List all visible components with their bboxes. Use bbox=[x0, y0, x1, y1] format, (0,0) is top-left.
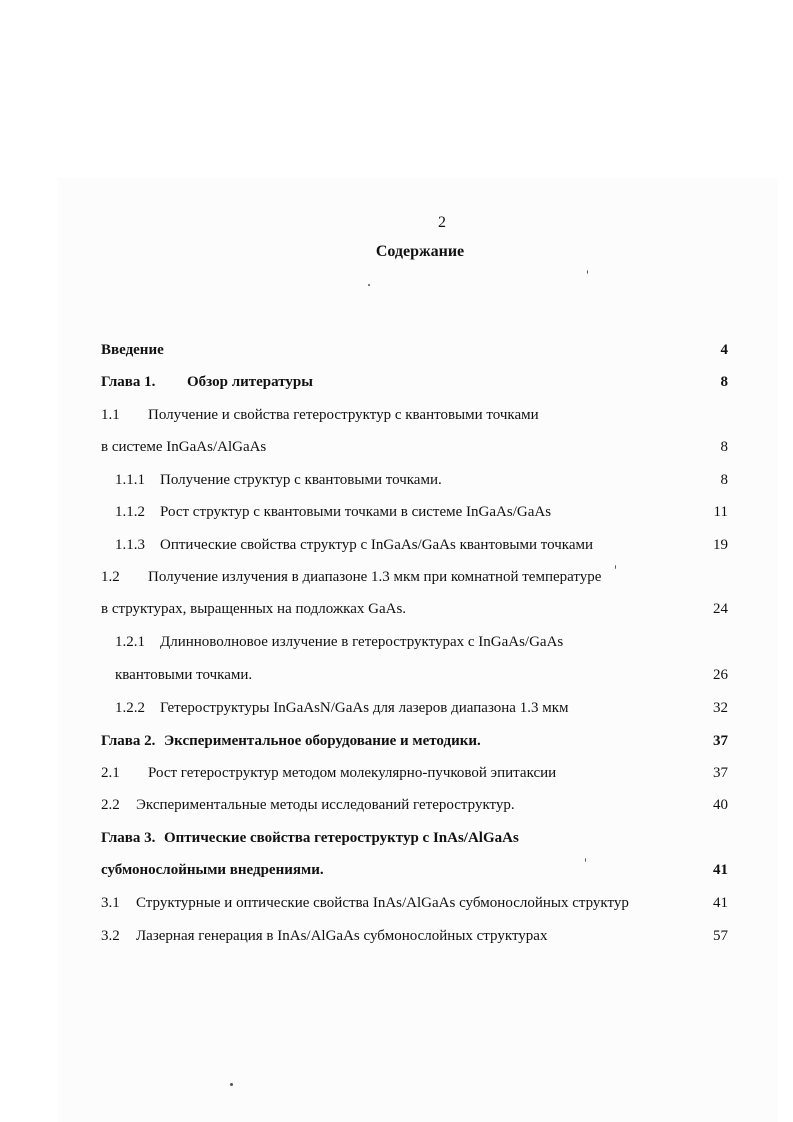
scan-speck bbox=[230, 1083, 233, 1086]
scan-speck bbox=[587, 270, 588, 274]
toc-entry-section-1-1-2 bbox=[115, 503, 551, 521]
toc-page-number: 32 bbox=[713, 700, 728, 716]
toc-entry-section-2-1 bbox=[101, 764, 556, 782]
page-title: Содержание bbox=[375, 243, 465, 260]
toc-page-number: 41 bbox=[713, 895, 728, 911]
toc-entry-number: 2.1 bbox=[101, 765, 120, 781]
toc-entry-text: Гетероструктуры InGaAsN/GaAs для лазеров диапазона 1.3 мкм bbox=[160, 700, 569, 716]
toc-entry-text: Получение и свойства гетероструктур с квантовыми точками bbox=[148, 407, 539, 423]
toc-entry-text: Оптические свойства структур с InGaAs/GaAs квантовыми точками bbox=[160, 537, 594, 553]
page-number: 2 bbox=[438, 214, 446, 231]
toc-entry-number: 3.2 bbox=[101, 928, 120, 944]
toc-entry-continuation bbox=[101, 438, 266, 456]
toc-entry-text: Обзор литературы bbox=[187, 374, 313, 390]
toc-entry-section-3-2 bbox=[101, 927, 547, 945]
toc-page-number: 37 bbox=[713, 765, 728, 781]
toc-entry-section-1-1-1 bbox=[115, 471, 442, 489]
toc-entry-number: 1.1.2 bbox=[115, 504, 145, 520]
toc-page-number: 8 bbox=[720, 374, 728, 390]
toc-entry-number: 1.2.1 bbox=[115, 634, 145, 650]
toc-entry-continuation bbox=[101, 861, 324, 879]
scan-speck bbox=[368, 284, 370, 286]
toc-page-number: 4 bbox=[720, 342, 728, 358]
toc-page-number: 11 bbox=[713, 504, 728, 520]
toc-page-number: 8 bbox=[720, 439, 728, 455]
toc-entry-section-3-1 bbox=[101, 894, 629, 912]
toc-entry-text: в системе InGaAs/AlGaAs bbox=[101, 439, 267, 455]
toc-entry-text: в структурах, выращенных на подложках GaAs. bbox=[101, 601, 407, 617]
toc-entry-text: квантовыми точками. bbox=[115, 667, 253, 683]
toc-entry-number: 1.1.1 bbox=[115, 472, 145, 488]
toc-entry-text: Экспериментальные методы исследований гетероструктур. bbox=[136, 797, 515, 813]
toc-entry-continuation bbox=[101, 600, 406, 618]
toc-entry-text: Введение bbox=[101, 342, 164, 358]
toc-page-number: 41 bbox=[713, 862, 728, 878]
toc-page-number: 19 bbox=[713, 537, 728, 553]
toc-entry-section-1-2-2 bbox=[115, 699, 569, 717]
toc-entry-section-1-1-3 bbox=[115, 536, 593, 554]
toc-entry-text: Оптические свойства гетероструктур с InAs/AlGaAs bbox=[164, 830, 519, 846]
toc-entry-introduction bbox=[101, 341, 164, 359]
toc-page-number: 26 bbox=[713, 667, 728, 683]
toc-entry-chapter-3 bbox=[101, 829, 519, 847]
toc-entry-number: 3.1 bbox=[101, 895, 120, 911]
toc-page-number: 40 bbox=[713, 797, 728, 813]
toc-page-number: 37 bbox=[713, 733, 728, 749]
toc-entry-section-2-2 bbox=[101, 796, 515, 814]
toc-entry-continuation bbox=[115, 666, 252, 684]
toc-entry-number: 1.2.2 bbox=[115, 700, 145, 716]
toc-entry-text: Экспериментальное оборудование и методики. bbox=[164, 733, 481, 749]
toc-entry-number: Глава 3. bbox=[101, 830, 156, 846]
scan-speck bbox=[585, 858, 586, 862]
toc-entry-section-1-2-1 bbox=[115, 633, 563, 651]
toc-entry-text: Рост структур с квантовыми точками в системе InGaAs/GaAs bbox=[160, 504, 552, 520]
toc-entry-text: субмонослойными внедрениями. bbox=[101, 862, 324, 878]
toc-entry-chapter-2 bbox=[101, 732, 481, 750]
toc-entry-number: 1.1.3 bbox=[115, 537, 145, 553]
toc-page-number: 57 bbox=[713, 928, 728, 944]
toc-page-number: 24 bbox=[713, 601, 728, 617]
toc-entry-number: 1.1 bbox=[101, 407, 120, 423]
scan-speck bbox=[615, 565, 616, 569]
toc-entry-number: Глава 1. bbox=[101, 374, 156, 390]
toc-entry-section-1-2 bbox=[101, 568, 601, 586]
toc-entry-chapter-1 bbox=[101, 373, 313, 391]
toc-entry-section-1-1 bbox=[101, 406, 539, 424]
toc-entry-number: Глава 2. bbox=[101, 733, 156, 749]
toc-entry-text: Получение излучения в диапазоне 1.3 мкм при комнатной температуре bbox=[148, 569, 602, 585]
toc-entry-number: 2.2 bbox=[101, 797, 120, 813]
toc-page-number: 8 bbox=[720, 472, 728, 488]
toc-entry-text: Структурные и оптические свойства InAs/AlGaAs субмонослойных структур bbox=[136, 895, 629, 911]
toc-entry-text: Лазерная генерация в InAs/AlGaAs субмонослойных структурах bbox=[136, 928, 548, 944]
toc-entry-number: 1.2 bbox=[101, 569, 120, 585]
toc-entry-text: Длинноволновое излучение в гетероструктурах с InGaAs/GaAs bbox=[160, 634, 564, 650]
toc-entry-text: Получение структур с квантовыми точками. bbox=[160, 472, 442, 488]
toc-entry-text: Рост гетероструктур методом молекулярно-пучковой эпитаксии bbox=[148, 765, 557, 781]
